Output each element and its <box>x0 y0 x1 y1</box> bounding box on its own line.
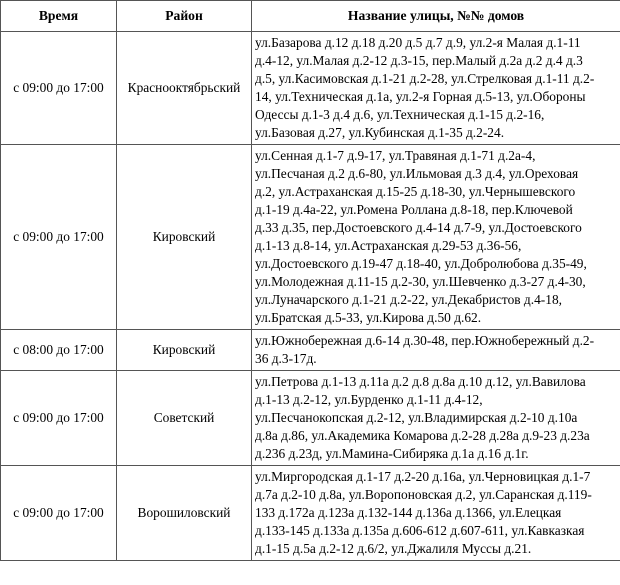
street-line: ул.Братская д.5-33, ул.Кирова д.50 д.62. <box>255 310 482 325</box>
time-cell: с 08:00 до 17:00 <box>1 330 117 371</box>
street-line: ул.Луначарского д.1-21 д.2-22, ул.Декабристов д.4-18, <box>255 292 562 307</box>
street-line: ул.Достоевского д.19-47 д.18-40, ул.Добролюбова д.35-49, <box>255 256 587 271</box>
time-cell: с 09:00 до 17:00 <box>1 145 117 330</box>
street-line: ул.Миргородская д.1-17 д.2-20 д.16а, ул.Черновицкая д.1-7 <box>255 469 591 484</box>
street-line: ул.Сенная д.1-7 д.9-17, ул.Травяная д.1-71 д.2а-4, <box>255 148 536 163</box>
streets-cell <box>252 371 620 466</box>
street-line: д.5, ул.Касимовская д.1-21 д.2-28, ул.Стрелковая д.1-11 д.2- <box>255 71 595 86</box>
table-row <box>1 330 620 371</box>
street-line: д.1-15 д.5а д.2-12 д.6/2, ул.Джалиля Муссы д.21. <box>255 541 532 556</box>
street-line: д.1-19 д.4а-22, ул.Ромена Роллана д.8-18, пер.Ключевой <box>255 202 573 217</box>
table-row <box>1 145 620 330</box>
street-line: 36 д.3-17д. <box>255 351 317 366</box>
street-line: д.4-12, ул.Малая д.2-12 д.3-15, пер.Малый д.2а д.2 д.4 д.3 <box>255 53 583 68</box>
district-cell: Краснооктябрьский <box>117 32 252 145</box>
street-line: ул.Молодежная д.11-15 д.2-30, ул.Шевченко д.3-27 д.4-30, <box>255 274 586 289</box>
street-line: д.33 д.35, пер.Достоевского д.4-14 д.7-9, ул.Достоевского <box>255 220 582 235</box>
table-row <box>1 371 620 466</box>
streets-cell <box>252 145 620 330</box>
district-cell: Ворошиловский <box>117 466 252 561</box>
table-row <box>1 466 620 561</box>
street-line: д.236 д.23д, ул.Мамина-Сибиряка д.1а д.16 д.1г. <box>255 446 529 461</box>
table-row <box>1 32 620 145</box>
street-line: Одессы д.1-3 д.4 д.6, ул.Техническая д.1-15 д.2-16, <box>255 107 545 122</box>
streets-cell <box>252 330 620 371</box>
street-line: д.1-13 д.8-14, ул.Астраханская д.29-53 д.36-56, <box>255 238 522 253</box>
district-cell: Кировский <box>117 330 252 371</box>
street-line: д.133-145 д.133а д.135а д.606-612 д.607-611, ул.Кавказкая <box>255 523 585 538</box>
time-cell: с 09:00 до 17:00 <box>1 371 117 466</box>
header-district: Район <box>117 1 252 32</box>
streets-cell <box>252 466 620 561</box>
street-line: д.2, ул.Астраханская д.15-25 д.18-30, ул.Чернышевского <box>255 184 576 199</box>
street-line: ул.Песчанокопская д.2-12, ул.Владимирская д.2-10 д.10а <box>255 410 578 425</box>
streets-cell <box>252 32 620 145</box>
street-line: д.1-13 д.2-12, ул.Бурденко д.1-11 д.4-12, <box>255 392 483 407</box>
district-cell: Кировский <box>117 145 252 330</box>
header-streets: Название улицы, №№ домов <box>252 1 620 32</box>
street-line: ул.Песчаная д.2 д.6-80, ул.Ильмовая д.3 д.4, ул.Ореховая <box>255 166 579 181</box>
street-line: ул.Базарова д.12 д.18 д.20 д.5 д.7 д.9, ул.2-я Малая д.1-11 <box>255 35 581 50</box>
street-line: 14, ул.Техническая д.1а, ул.2-я Горная д.5-13, ул.Обороны <box>255 89 586 104</box>
header-time: Время <box>1 1 117 32</box>
street-line: 133 д.172а д.123а д.132-144 д.136а д.1366, ул.Елецкая <box>255 505 562 520</box>
street-line: ул.Петрова д.1-13 д.11а д.2 д.8 д.8а д.10 д.12, ул.Вавилова <box>255 374 586 389</box>
street-line: д.8а д.86, ул.Академика Комарова д.2-28 д.28а д.9-23 д.23а <box>255 428 590 443</box>
street-line: ул.Базовая д.27, ул.Кубинская д.1-35 д.2-24. <box>255 125 505 140</box>
time-cell: с 09:00 до 17:00 <box>1 466 117 561</box>
street-line: д.7а д.2-10 д.8а, ул.Воропоновская д.2, ул.Саранская д.119- <box>255 487 592 502</box>
street-line: ул.Южнобережная д.6-14 д.30-48, пер.Южнобережный д.2- <box>255 333 595 348</box>
header-row <box>1 1 620 32</box>
time-cell: с 09:00 до 17:00 <box>1 32 117 145</box>
district-cell: Советский <box>117 371 252 466</box>
